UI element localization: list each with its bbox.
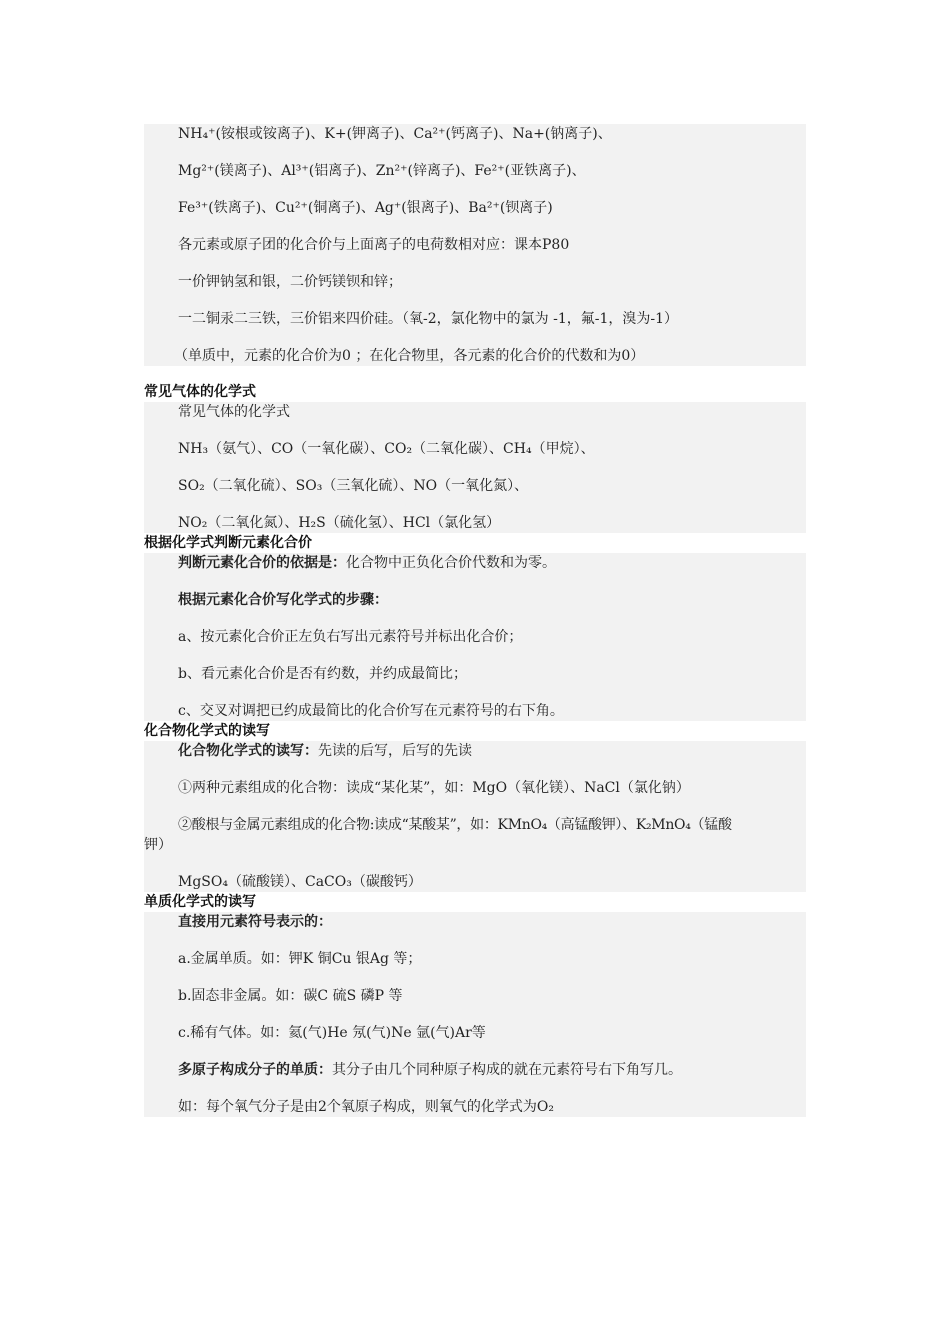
ion-line: （单质中，元素的化合价为0 ；在化合物里，各元素的化合价的代数和为0） (174, 348, 645, 364)
document-page (144, 124, 806, 1117)
element-example: 如：每个氧气分子是由2个氧原子构成，则氧气的化学式为O₂ (178, 1099, 554, 1115)
compound-line: MgSO₄（硫酸镁）、CaCO₃（碳酸钙） (178, 874, 422, 890)
gas-line: SO₂（二氧化硫）、SO₃（三氧化硫）、NO（一氧化氮）、 (178, 478, 529, 494)
section-heading-gases: 常见气体的化学式 (144, 384, 256, 400)
section-heading-valence: 根据化学式判断元素化合价 (144, 535, 312, 551)
ion-line: 一二铜汞二三铁，三价铝来四价硅。（氧-2，氯化物中的氯为 -1，氟-1，溴为-1） (178, 311, 678, 327)
ion-line: Fe³⁺(铁离子)、Cu²⁺(铜离子)、Ag⁺(银离子)、Ba²⁺(钡离子) (178, 200, 553, 216)
gas-line: NH₃（氨气）、CO（一氧化碳）、CO₂（二氧化碳）、CH₄（甲烷）、 (178, 441, 595, 457)
ion-line: 一价钾钠氢和银，二价钙镁钡和锌； (178, 274, 402, 290)
gases-box (144, 402, 806, 533)
element-poly-text: 其分子由几个同种原子构成的就在元素符号右下角写几。 (332, 1062, 682, 1078)
compound-rule-text: 先读的后写，后写的先读 (318, 743, 472, 759)
compound-line-main: ②酸根与金属元素组成的化合物:读成“某酸某”，如：KMnO₄（高锰酸钾）、K₂MnO₄（锰酸 (178, 817, 732, 833)
valence-step: b、看元素化合价是否有约数，并约成最简比； (178, 666, 467, 682)
gas-line: NO₂（二氧化氮）、H₂S（硫化氢）、HCl（氯化氢） (178, 515, 501, 531)
valence-basis-label: 判断元素化合价的依据是： (178, 555, 346, 571)
section-heading-elements: 单质化学式的读写 (144, 894, 256, 910)
element-item: b.固态非金属。如：碳C 硫S 磷P 等 (178, 988, 403, 1004)
valence-step: c、交叉对调把已约成最简比的化合价写在元素符号的右下角。 (178, 703, 564, 719)
gas-line: 常见气体的化学式 (178, 404, 290, 420)
compounds-box (144, 741, 806, 892)
valence-steps-label: 根据元素化合价写化学式的步骤： (178, 592, 388, 608)
valence-box (144, 553, 806, 721)
compound-rule-line (144, 741, 806, 761)
element-item: c.稀有气体。如：氦(气)He 氖(气)Ne 氩(气)Ar等 (178, 1025, 486, 1041)
ion-line: Mg²⁺(镁离子)、Al³⁺(铝离子)、Zn²⁺(锌离子)、Fe²⁺(亚铁离子)、 (178, 163, 586, 179)
element-item: a.金属单质。如：钾K 铜Cu 银Ag 等； (178, 951, 422, 967)
compound-line-wrapped (144, 815, 806, 855)
compound-line-continuation: 钾） (144, 837, 172, 853)
valence-steps-line (144, 590, 806, 610)
element-direct-line (144, 912, 806, 932)
ions-box (144, 124, 806, 366)
element-direct-label: 直接用元素符号表示的： (178, 914, 332, 930)
valence-basis-line (144, 553, 806, 573)
section-heading-compounds: 化合物化学式的读写 (144, 723, 270, 739)
valence-basis-text: 化合物中正负化合价代数和为零。 (346, 555, 556, 571)
element-poly-label: 多原子构成分子的单质： (178, 1062, 332, 1078)
ion-line: 各元素或原子团的化合价与上面离子的电荷数相对应：课本P80 (178, 237, 570, 253)
compound-rule-label: 化合物化学式的读写： (178, 743, 318, 759)
valence-step: a、按元素化合价正左负右写出元素符号并标出化合价； (178, 629, 523, 645)
compound-line: ①两种元素组成的化合物：读成“某化某”，如：MgO（氧化镁）、NaCl（氯化钠） (178, 780, 690, 796)
elements-box (144, 912, 806, 1117)
element-poly-line (144, 1060, 806, 1080)
ion-line: NH₄⁺(铵根或铵离子)、K+(钾离子)、Ca²⁺(钙离子)、Na+(钠离子)、 (178, 126, 612, 142)
